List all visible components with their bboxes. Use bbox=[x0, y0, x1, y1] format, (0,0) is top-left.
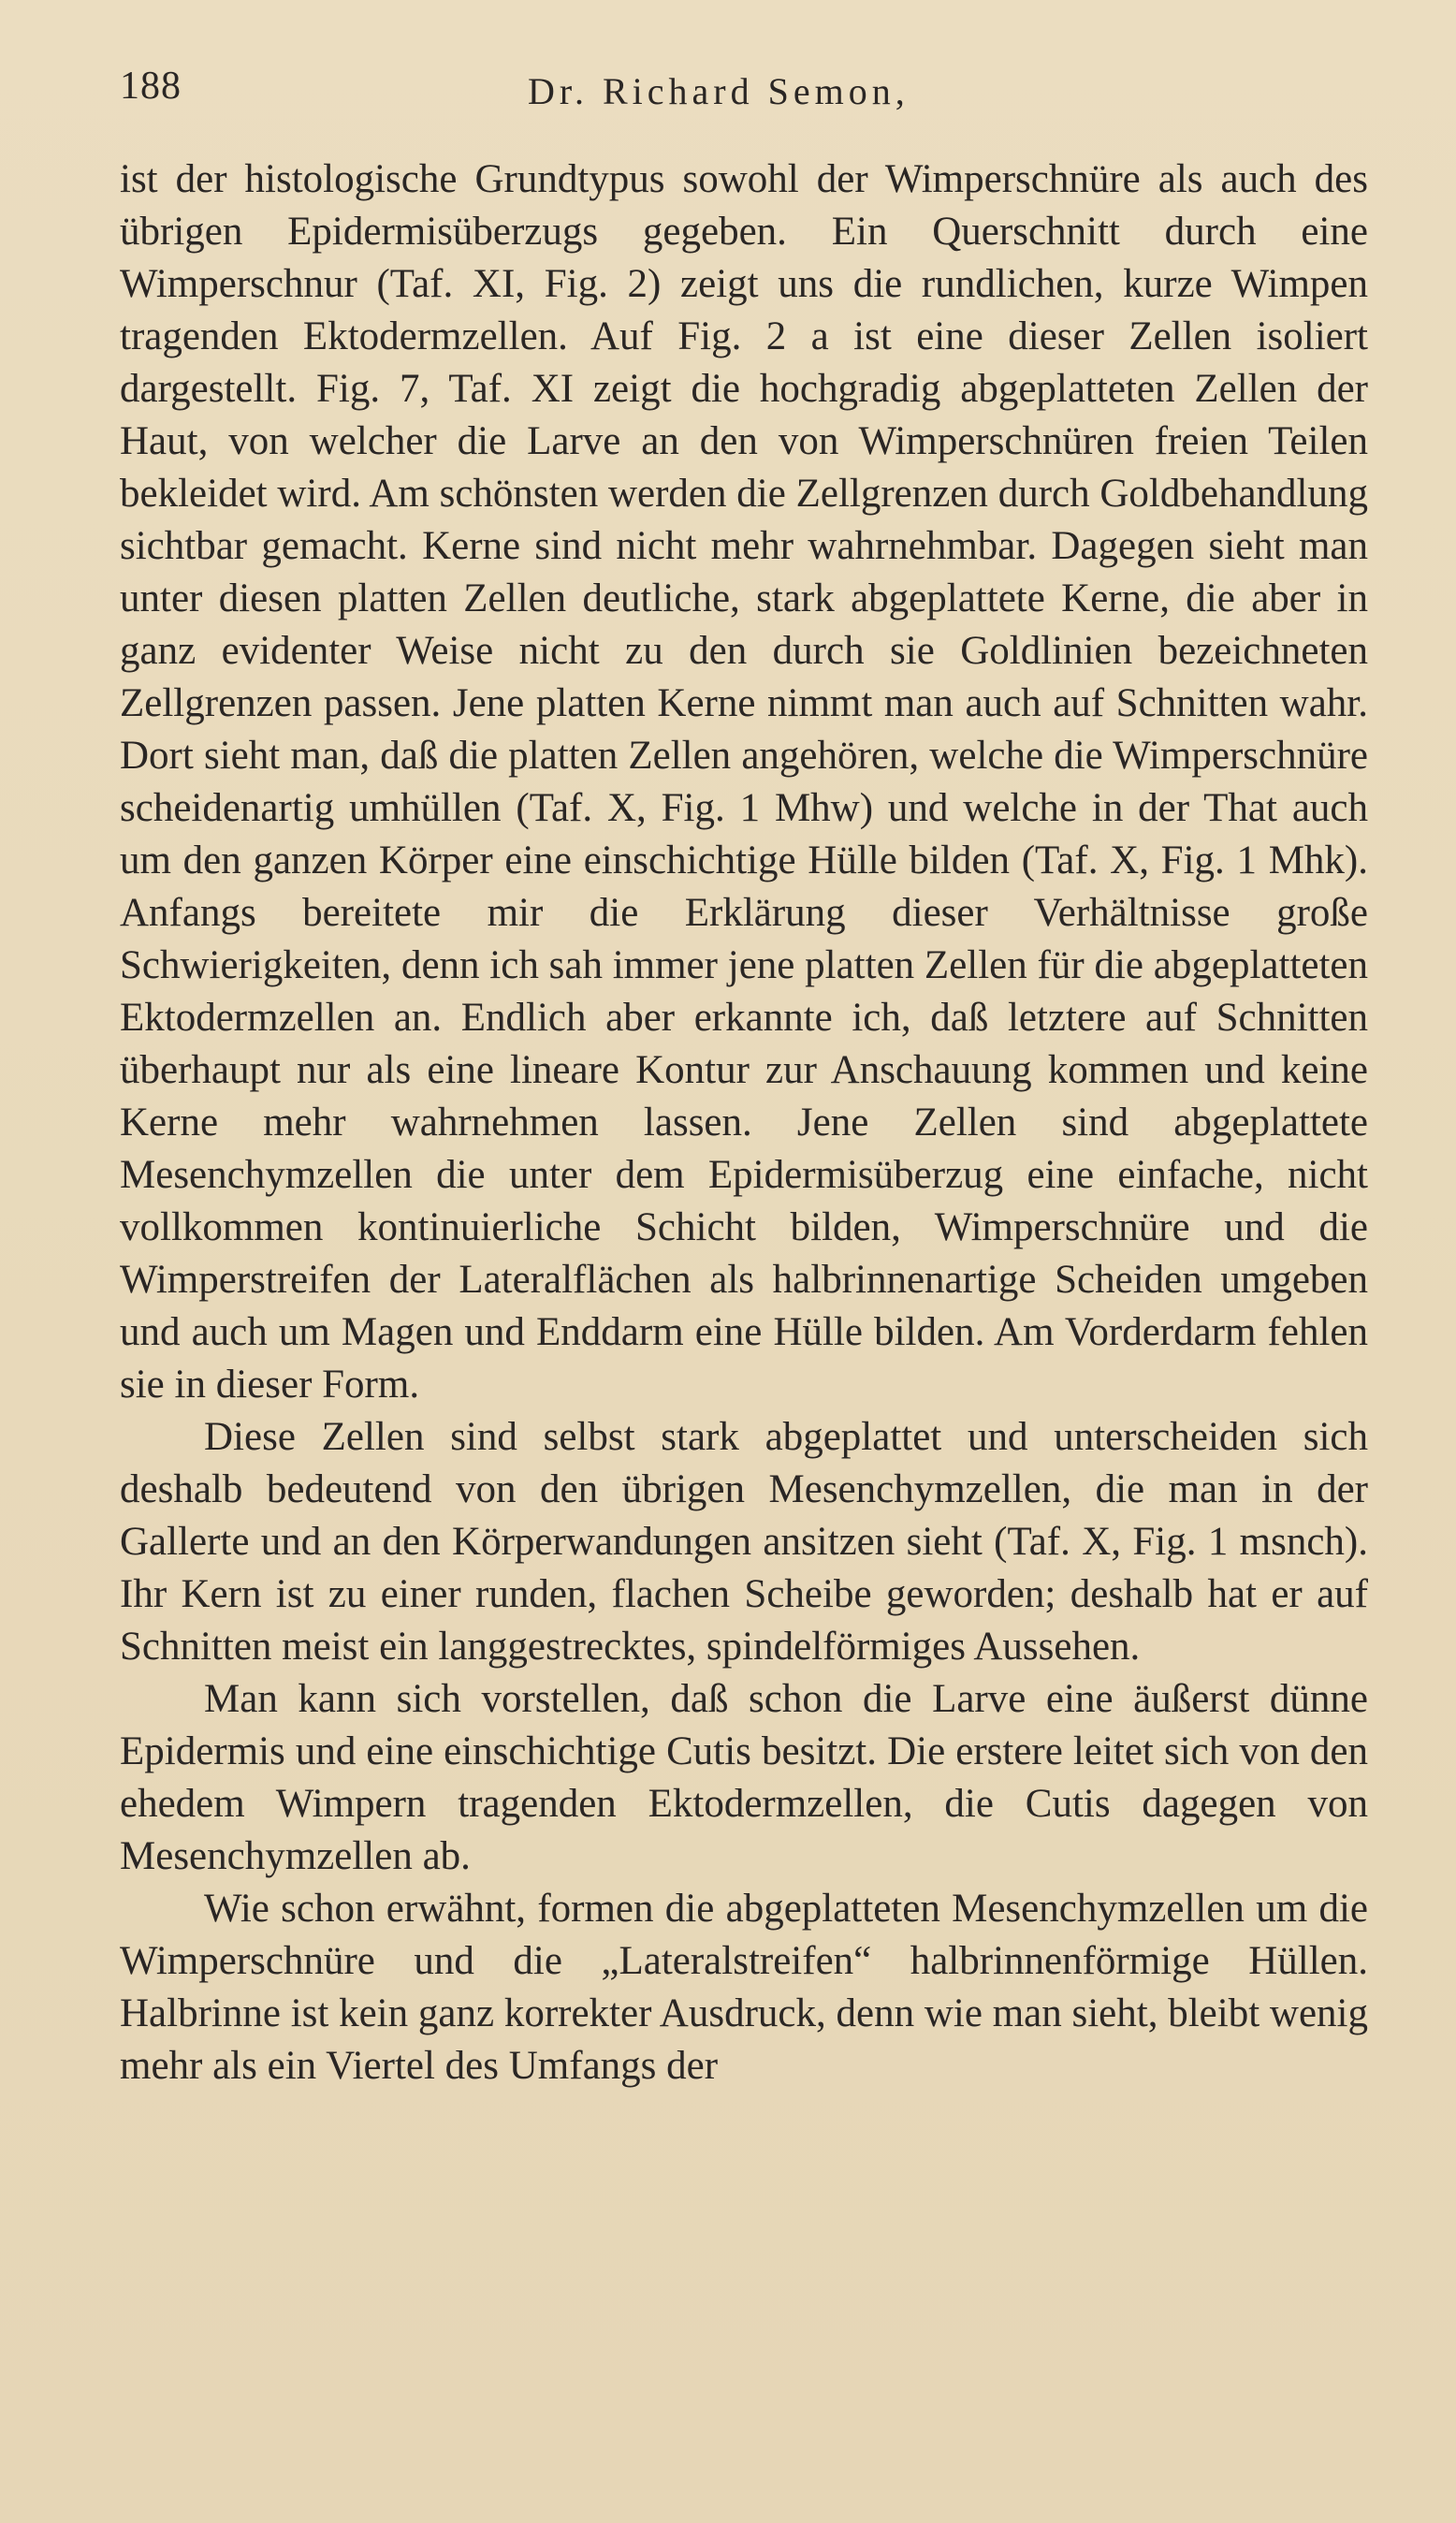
page-number: 188 bbox=[120, 65, 182, 108]
running-head: Dr. Richard Semon, bbox=[528, 70, 910, 112]
paragraph-1: ist der histologische Grundtypus sowohl der Wimperschnüre als auch des übrigen Epidermisüberzugs gegeben. Ein Querschnitt durch eine Wimperschnur (Taf. XI, Fig. 2) zeigt uns die rundlichen, kurze Wimpen tragenden Ektodermzellen. Auf Fig. 2 a ist eine dieser Zellen isoliert dargestellt. Fig. 7, Taf. XI zeigt die hochgradig abgeplatteten Zellen der Haut, von welcher die Larve an den von Wimperschnüren freien Teilen bekleidet wird. Am schönsten werden die Zellgrenzen durch Goldbehandlung sichtbar gemacht. Kerne sind nicht mehr wahrnehmbar. Dagegen sieht man unter diesen platten Zellen deutliche, stark abgeplattete Kerne, die aber in ganz evidenter Weise nicht zu den durch sie Goldlinien bezeichneten Zellgrenzen passen. Jene platten Kerne nimmt man auch auf Schnitten wahr. Dort sieht man, daß die platten Zellen angehören, welche die Wimperschnüre scheidenartig umhüllen (Taf. X, Fig. 1 Mhw) und welche in der That auch um den ganzen Körper eine einschichtige Hülle bilden (Taf. X, Fig. 1 Mhk). Anfangs bereitete mir die Erklärung dieser Verhältnisse große Schwierigkeiten, denn ich sah immer jene platten Zellen für die abgeplatteten Ektodermzellen an. Endlich aber erkannte ich, daß letztere auf Schnitten überhaupt nur als eine lineare Kontur zur Anschauung kommen und keine Kerne mehr wahrnehmen lassen. Jene Zellen sind abgeplattete Mesenchymzellen die unter dem Epidermisüberzug eine einfache, nicht vollkommen kontinuierliche Schicht bilden, Wimperschnüre und die Wimperstreifen der Lateralflächen als halbrinnenartige Scheiden umgeben und auch um Magen und Enddarm eine Hülle bilden. Am Vorderdarm fehlen sie in dieser Form. bbox=[120, 157, 1368, 1407]
paragraph-4: Wie schon erwähnt, formen die abgeplatteten Mesenchymzellen um die Wimperschnüre und die „Lateralstreifen“ halbrinnenförmige Hüllen. Halbrinne ist kein ganz korrekter Ausdruck, denn wie man sieht, bleibt wenig mehr als ein Viertel des Umfangs der bbox=[120, 1887, 1368, 2088]
paragraph-2: Diese Zellen sind selbst stark abgeplattet und unterscheiden sich deshalb bedeutend von den übrigen Mesenchymzellen, die man in der Gallerte und an den Körperwandungen ansitzen sieht (Taf. X, Fig. 1 msnch). Ihr Kern ist zu einer runden, flachen Scheibe geworden; deshalb hat er auf Schnitten meist ein langgestrecktes, spindelförmiges Aussehen. bbox=[120, 1415, 1368, 1669]
body-text bbox=[120, 153, 1368, 2093]
paragraph-3: Man kann sich vorstellen, daß schon die Larve eine äußerst dünne Epidermis und eine einschichtige Cutis besitzt. Die erstere leitet sich von den ehedem Wimpern tragenden Ektodermzellen, die Cutis dagegen von Mesenchymzellen ab. bbox=[120, 1677, 1368, 1878]
page-header bbox=[120, 58, 1364, 124]
